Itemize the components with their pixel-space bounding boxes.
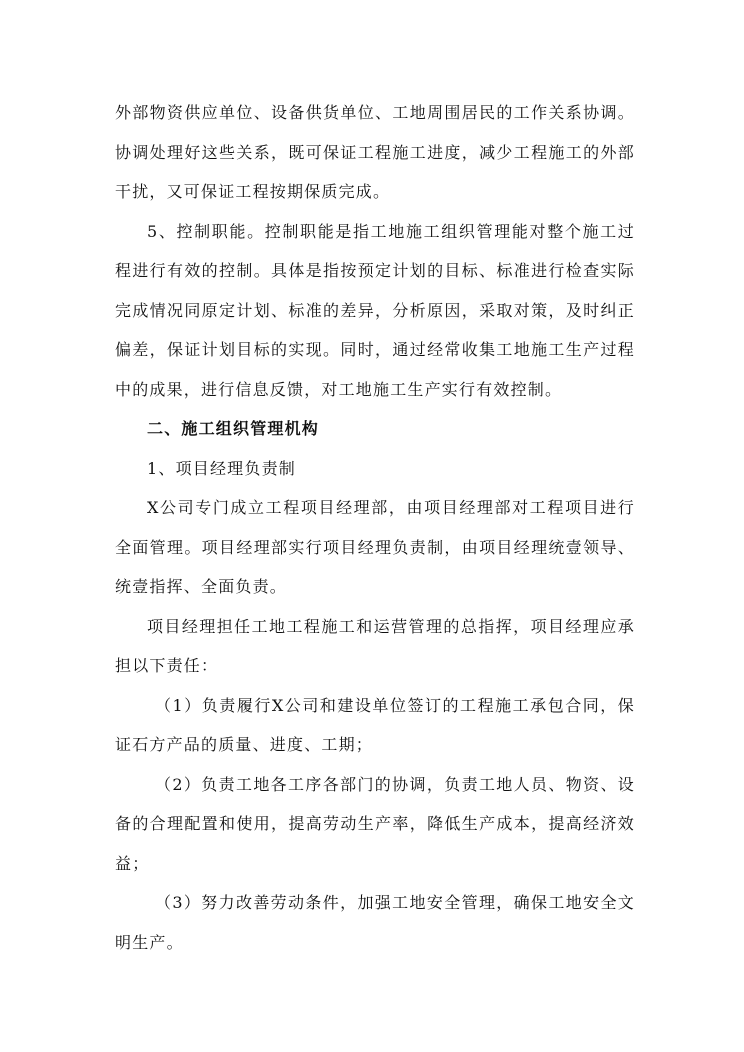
paragraph-manager-duties-intro: 项目经理担任工地工程施工和运营管理的总指挥，项目经理应承担以下责任： [115, 616, 635, 675]
paragraph-project-department: X公司专门成立工程项目经理部，由项目经理部对工程项目进行全面管理。项目经理部实行项目经理负责制，由项目经理统壹领导、统壹指挥、全面负责。 [115, 498, 635, 596]
paragraph-control-function: 5、控制职能。控制职能是指工地施工组织管理能对整个施工过程进行有效的控制。具体是指按预定计划的目标、标准进行检查实际完成情况同原定计划、标准的差异，分析原因，采取对策，及时纠正偏差，保证计划目标的实现。同时，通过经常收集工地施工生产过程中的成果，进行信息反馈，对工地施工生产实行有效控制。 [115, 221, 635, 399]
list-item-duty-1: （1）负责履行X公司和建设单位签订的工程施工承包合同，保证石方产品的质量、进度、工期； [115, 695, 635, 754]
list-item-duty-2: （2）负责工地各工序各部门的协调，负责工地人员、物资、设备的合理配置和使用，提高劳动生产率，降低生产成本，提高经济效益； [115, 774, 635, 873]
section-heading-organization: 二、施工组织管理机构 [147, 419, 320, 438]
list-item-duty-3: （3）努力改善劳动条件，加强工地安全管理，确保工地安全文明生产。 [115, 893, 635, 952]
subheading-project-manager: 1、项目经理负责制 [147, 458, 296, 478]
document-body [115, 93, 635, 962]
paragraph-coordination-cont: 外部物资供应单位、设备供货单位、工地周围居民的工作关系协调。协调处理好这些关系，既可保证工程施工进度，减少工程施工的外部干扰，又可保证工程按期保质完成。 [115, 103, 635, 201]
